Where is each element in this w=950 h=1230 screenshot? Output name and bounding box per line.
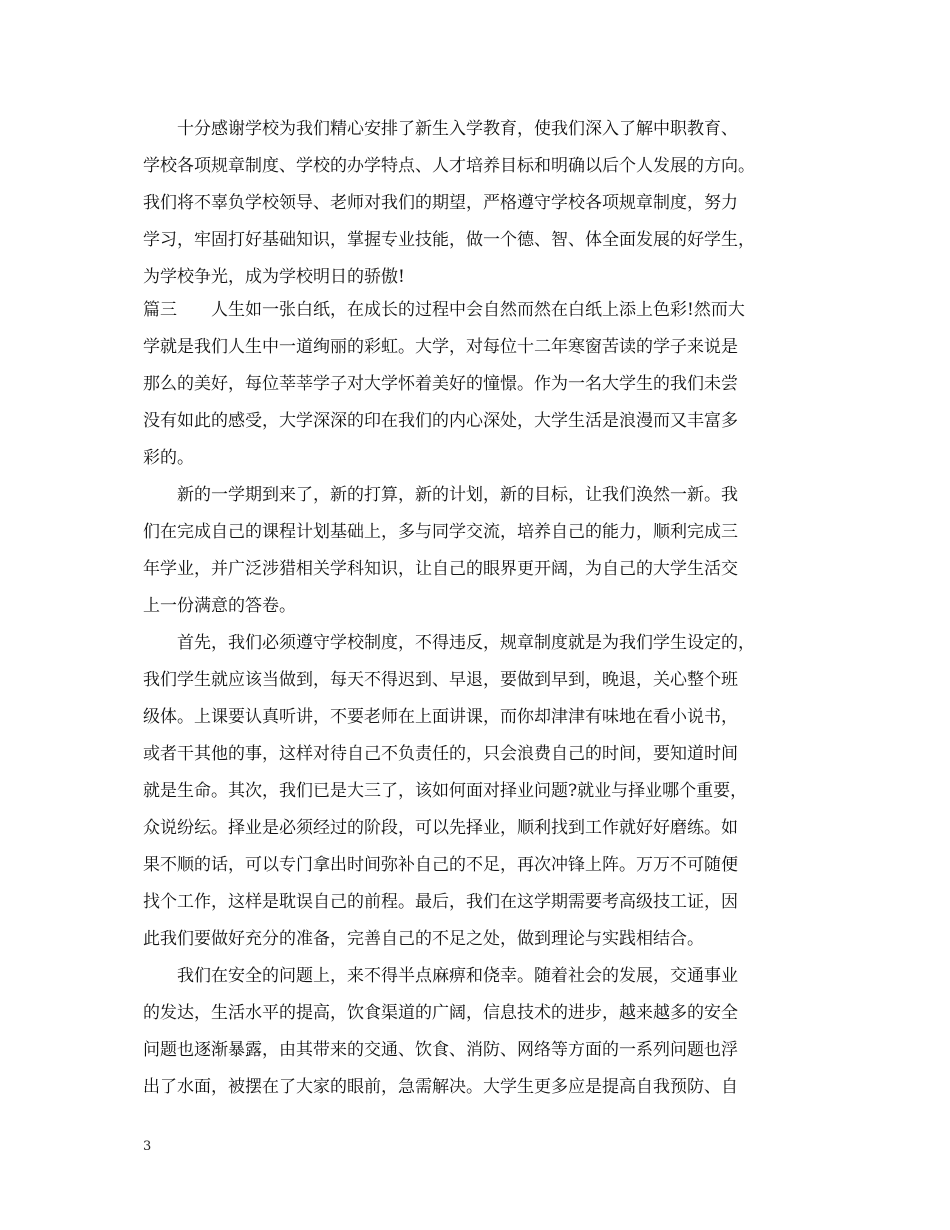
text-line: 首先，我们必须遵守学校制度，不得违反，规章制度就是为我们学生设定的， [143, 633, 755, 653]
text-line: 我们将不辜负学校领导、老师对我们的期望，严格遵守学校各项规章制度，努力 [143, 193, 738, 213]
text-line: 我们学生就应该当做到，每天不得迟到、早退，要做到早到，晚退，关心整个班 [143, 670, 738, 690]
text-line: 学就是我们人生中一道绚丽的彩虹。大学，对每位十二年寒窗苦读的学子来说是 [143, 337, 738, 357]
text-line: 级体。上课要认真听讲，不要老师在上面讲课，而你却津津有味地在看小说书， [143, 707, 738, 727]
text-line: 那么的美好，每位莘莘学子对大学怀着美好的憧憬。作为一名大学生的我们未尝 [143, 374, 738, 394]
text-line: 十分感谢学校为我们精心安排了新生入学教育，使我们深入了解中职教育、 [143, 119, 738, 139]
text-line: 众说纷纭。择业是必须经过的阶段，可以先择业，顺利找到工作就好好磨练。如 [143, 818, 738, 838]
text-line: 学习，牢固打好基础知识，掌握专业技能，做一个德、智、体全面发展的好学生， [143, 230, 755, 250]
text-line: 此我们要做好充分的准备，完善自己的不足之处，做到理论与实践相结合。 [143, 929, 704, 949]
text-line: 为学校争光，成为学校明日的骄傲! [143, 267, 405, 287]
text-line: 找个工作，这样是耽误自己的前程。最后，我们在这学期需要考高级技工证，因 [143, 892, 738, 912]
text-line: 没有如此的感受，大学深深的印在我们的内心深处，大学生活是浪漫而又丰富多 [143, 411, 738, 431]
text-line: 年学业，并广泛涉猎相关学科知识，让自己的眼界更开阔，为自己的大学生活交 [143, 559, 738, 579]
text-line: 的发达，生活水平的提高，饮食渠道的广阔，信息技术的进步，越来越多的安全 [143, 1003, 738, 1023]
text-line: 问题也逐渐暴露，由其带来的交通、饮食、消防、网络等方面的一系列问题也浮 [143, 1040, 738, 1060]
text-line: 篇三 人生如一张白纸，在成长的过程中会自然而然在白纸上添上色彩!然而大 [143, 300, 745, 320]
text-line: 或者干其他的事，这样对待自己不负责任的，只会浪费自己的时间，要知道时间 [143, 744, 738, 764]
text-line: 学校各项规章制度、学校的办学特点、人才培养目标和明确以后个人发展的方向。 [143, 156, 755, 176]
text-line: 就是生命。其次，我们已是大三了，该如何面对择业问题?就业与择业哪个重要， [143, 781, 748, 801]
text-line: 出了水面，被摆在了大家的眼前，急需解决。大学生更多应是提高自我预防、自 [143, 1077, 738, 1097]
text-line: 们在完成自己的课程计划基础上，多与同学交流，培养自己的能力，顺利完成三 [143, 522, 738, 542]
text-line: 果不顺的话，可以专门拿出时间弥补自己的不足，再次冲锋上阵。万万不可随便 [143, 855, 738, 875]
text-line: 我们在安全的问题上，来不得半点麻痹和侥幸。随着社会的发展，交通事业 [143, 966, 738, 986]
page-number: 3 [143, 1139, 152, 1154]
text-line: 上一份满意的答卷。 [143, 596, 296, 616]
text-line: 彩的。 [143, 448, 194, 468]
text-line: 新的一学期到来了，新的打算，新的计划，新的目标，让我们涣然一新。我 [143, 485, 738, 505]
